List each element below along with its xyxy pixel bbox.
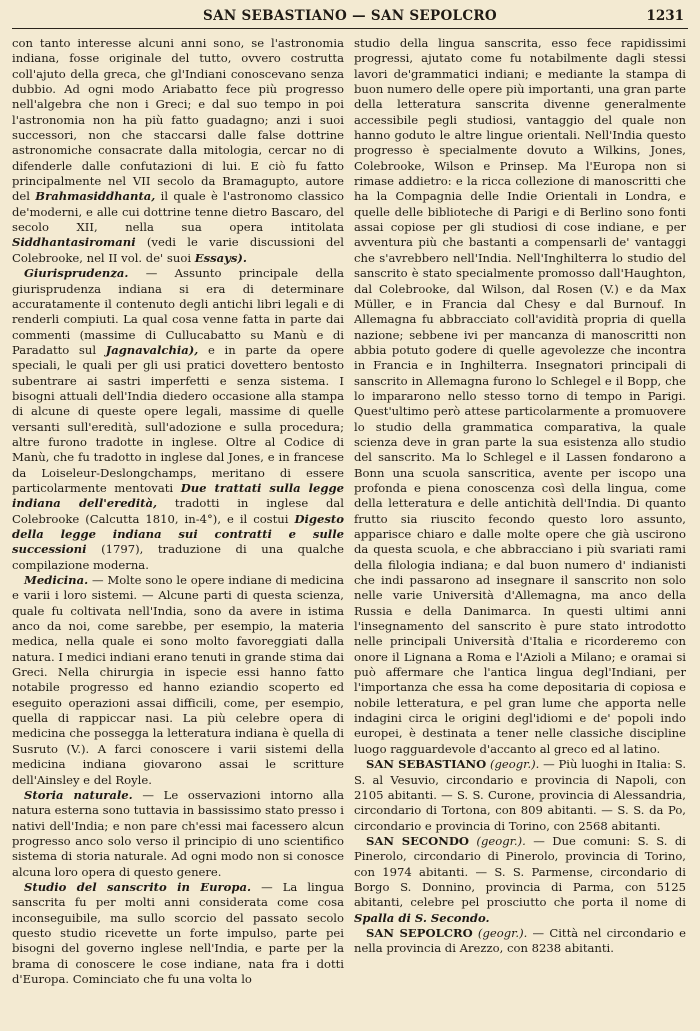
page-number: 1231 [646, 8, 684, 24]
left-column [12, 36, 344, 1016]
entry-san-secondo [354, 834, 686, 926]
right-column [354, 36, 686, 1016]
section-heading: Giurisprudenza. [24, 266, 129, 281]
text-run: — Le osservazioni intorno alla natura esterna sono tuttavia in bassissimo stato presso i nativi dell'India; e non pare ch'essi mai facessero alcun progresso anco solo verso il principio di uno scientifico sistema di storia naturale. Ad ogni modo non si conosce alcuna loro opera di questo genere. [12, 787, 344, 879]
section-heading: Medicina. [24, 573, 89, 588]
text-run: — Assunto principale della giurisprudenza indiana si era di determinare accuratamente il contenuto degli antichi libri legali e di renderli compiuti. La qual cosa venne fatta in parte dai commenti (massime di Cullucabatto su Manù e di Paradatto sul [12, 266, 344, 357]
paragraph-sanskrit-study [12, 880, 344, 987]
paragraph-jurisprudence [12, 266, 344, 573]
section-heading: Storia naturale. [24, 787, 133, 802]
entry-type: (geogr.). [489, 757, 540, 772]
text-run: — La lingua sanscrita fu per molti anni considerata come cosa inconseguibile, ma sullo scorcio del passato secolo questo studio ricevette un forte impulso, parte pei bisogni del governo inglese nell'India, e parte per la brama di conoscere le cose indiane, nata fra i dotti d'Europa. Cominciato che fu una volta lo [12, 879, 344, 986]
text-run: studio della lingua sanscrita, esso fece rapidissimi progressi, ajutato come fu notabilmente dagli stessi lavori de'grammatici indiani; e mediante la stampa di buon numero delle opere più importanti, una gran parte della letteratura sanscrita divenne generalmente accessibile pegli studiosi, vantaggio del quale non hanno goduto le altre lingue orientali. Nell'India questo progresso è specialmente dovuto a Wilkins, Jones, Colebrooke, Wilson e Prinsep. Ma l'Europa non si rimase addietro: e la ricca collezione di manoscritti che ha la Compagnia delle Indie Orientali in Londra, e quelle delle biblioteche di Parigi e di Berlino sono fonti assai copiose per gli studiosi di cose indiane, e per avventura più che bastanti a compensarli de' vantaggi che s'avrebbero nell'India. Nell'Inghilterra lo studio del sanscrito è stato specialmente promosso dall'Haughton, dal Colebrooke, dal Wilson, dal Rosen (V.) e da Max Müller, e in Francia dal Chesy e dal Burnouf. In Allemagna fu abbracciato coll'avidità propria di quella nazione; sebbene ivi per mancanza di manoscritti non abbia potuto godere di quelle agevolezze che incontra in Francia e in Inghilterra. Insegnatori principali di sanscrito in Allemagna furono lo Schlegel e il Bopp, che lo impararono nello stesso torno di tempo in Parigi. Quest'ultimo però attese particolarmente a promuovere lo studio della grammatica comparativa, la quale scienza deve in gran parte la sua esistenza allo studio del sanscrito. Ma lo Schlegel e il Lassen fondarono a Bonn una scuola sanscritica, avente per iscopo una profonda e piena conoscenza così della lingua, come della letteratura e delle antichità dell'India. Di quanto frutto sia riuscito fecondo questo loro assunto, apparisce chiaro e dalle molte opere che già uscirono da questa scuola, e che abbracciano i più svariati rami della filologia indiana; e dal buon numero d' indianisti che indi passarono ad insegnare il sanscrito non solo nelle varie Università d'Allemagna, ma anco della Russia e della Danimarca. In questi ultimi anni l'insegnamento del sanscrito è pure stato introdotto nelle principali Università d'Italia e ricorderemo con onore il Lignana a Roma e l'Azioli a Milano; e oramai si può affermare che l'antica lingua degl'Indiani, per l'importanza che essa ha come depositaria di copiosa e nobile letteratura, e pel gran lume che apporta nelle indagini circa le origini degl'idiomi e de' popoli indo europei, è destinata a tener nelle classiche discipline luogo ragguardevole d'accanto al greco ed al latino. [354, 36, 686, 756]
italic-title: Jagnavalchia), [105, 342, 199, 357]
italic-title: Siddhantasiromani [12, 235, 136, 250]
header-title: SAN SEBASTIANO — SAN SEPOLCRO [203, 8, 497, 24]
italic-title: Spalla di S. Secondo. [354, 910, 490, 925]
entry-type: (geogr.). [477, 925, 528, 940]
paragraph-natural-history [12, 788, 344, 880]
entry-san-sepolcro [354, 926, 686, 957]
text-run: e in parte da opere speciali, le quali per gli usi pratici dovettero bentosto subentrare ai sastri imperfetti e senza sistema. I bisogni attuali dell'India diedero occasione alla stampa di alcune di queste opere legali, massime di quelle versanti sull'eredità, sull'adozione e sulla procedura; altre furono tradotte in inglese. Oltre al Codice di Manù, che fu tradotto in inglese dal Jones, e in francese da Loiseleur-Deslongchamps, meritano di essere particolarmente mentovati [12, 342, 344, 495]
text-run: il quale è l'astronomo classico de'moderni, e alle cui dottrine tenne dietro Bascaro, del secolo XII, nella sua opera intitolata [12, 189, 344, 235]
text-run: (vedi le varie discussioni del Colebrooke, nel II vol. de' suoi [12, 235, 344, 265]
italic-title: Brahmasiddhanta, [35, 189, 156, 204]
entry-headword: SAN SEBASTIANO [366, 757, 487, 772]
italic-title: Digesto della legge indiana sui contratti e sulle successioni [12, 511, 344, 557]
text-run: — Città nel circondario e nella provincia di Arezzo, con 8238 abitanti. [354, 925, 686, 956]
text-run: tradotti in inglese dal Colebrooke (Calcutta 1810, in-4°), e il costui [12, 496, 344, 526]
entry-headword: SAN SEPOLCRO [366, 925, 473, 940]
italic-title: Essays). [194, 250, 247, 265]
italic-title: Due trattati sulla legge indiana dell'eredità, [12, 480, 344, 511]
entry-headword: SAN SECONDO [366, 833, 470, 848]
text-run: (1797), traduzione di una qualche compilazione moderna. [12, 542, 344, 572]
section-heading: Studio del sanscrito in Europa. [24, 879, 252, 894]
text-run: — Due comuni: S. S. di Pinerolo, circondario di Pinerolo, provincia di Torino, con 1974 abitanti. — S. S. Parmense, circondario di Borgo S. Donnino, provincia di Parma, con 5125 abitanti, celebre pel prosciutto che porta il nome di [354, 833, 686, 910]
text-run: con tanto interesse alcuni anni sono, se l'astronomia indiana, fosse originale del tutto, ovvero costrutta coll'ajuto della greca, che gl'Indiani conoscevano senza dubbio. Ad ogni modo Ariabatto fece più progresso nell'algebra che non i Greci; e dal suo tempo in poi l'astronomia non ha più fatto guadagno; anzi i suoi successori, non che staccarsi dalle false dottrine astronomiche consacrate dalla mitologia, cercar no di difenderle dalle confutazioni di lui. E ciò fu fatto principalmente nel VII secolo da Bramaguptо, autore del [12, 36, 344, 204]
running-header [12, 6, 688, 29]
entry-type: (geogr.). [476, 833, 526, 848]
paragraph-medicine [12, 573, 344, 788]
text-run: — Molte sono le opere indiane di medicina e varii i loro sistemi. — Alcune parti di questa scienza, quale fu coltivata nell'India, sono da avere in istima anco da noi, come sarebbe, per esempio, la materia medica, nella quale ei sono molto favoreggiati dalla natura. I medici indiani erano tenuti in grande stima dai Greci. Nella chirurgia in ispecie essi hanno fatto notabile progresso ed hanno eziandio scoperto ed eseguito operazioni assai difficili, come, per esempio, quella di rappiccar nasi. La più celebre opera di medicina che possegga la letteratura indiana è quella di Susruto (V.). A farci conoscere i varii sistemi della medicina indiana giovarono assai le scritture dell'Ainsley e del Royle. [12, 573, 344, 787]
paragraph-astronomy [12, 36, 344, 266]
text-run: — Più luoghi in Italia: S. S. al Vesuvio, circondario e provincia di Napoli, con 2105 abitanti. — S. S. Curone, provincia di Alessandria, circondario di Tortona, con 809 abitanti. — S. S. da Po, circondario e provincia di Torino, con 2568 abitanti. [354, 757, 686, 833]
paragraph-sanskrit-continued [354, 36, 686, 757]
entry-san-sebastiano [354, 757, 686, 834]
